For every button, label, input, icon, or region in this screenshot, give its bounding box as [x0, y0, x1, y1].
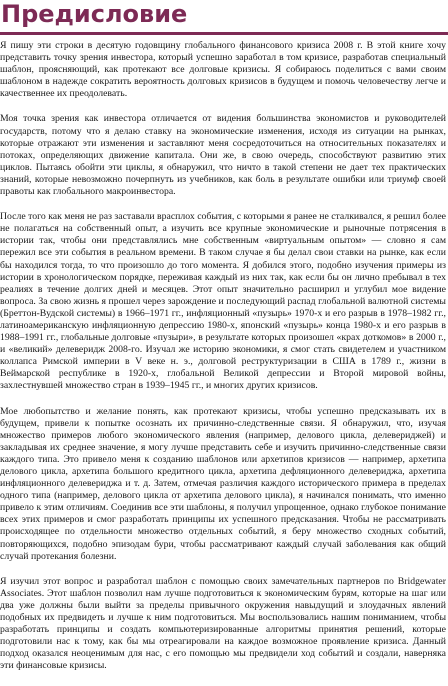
paragraph-5: Я изучил этот вопрос и разработал шаблон с помощью своих замечательных партнеров по Bridgewater Associates. Этот шаблон позволил нам лучше подготовиться к экономическим бурям, которые на шаг или два уже должны были выйти за пределы привычного окружения навыдущий и злоудачных явлений подобных их предвидеть и лучше к ним подготовиться. Мы воспользовались нашим пониманием, чтобы разработать принципы и создать компьютеризированные алгоритмы принятия решений, которые подготовили нас к тому, как бы мы отреагировали на каждое возможное проявление кризиса. Данный подход оказался неоценимым для нас, с его помощью мы предвидели ход событий и создали, наверняка эти финансовые кризисы. [0, 575, 446, 672]
paragraph-4: Мое любопытство и желание понять, как протекают кризисы, чтобы успешно предсказывать их в будущем, привели к попытке осознать их причинно-следственные связи. Я обнаружил, что, изучая множество примеров любого экономического явления (например, делового цикла, делевериджей) и закладывая их среднее значение, я могу лучше представить себе и изучить причинно-следственные связи каждого типа. Это привело меня к созданию шаблонов или архетипов кризисов — например, архетипа делового цикла, архетипа большого кредитного цикла, архетипа дефляционного делевериджа, архетипа инфляционного делевериджа и т. д. Затем, отмечая различия каждого исторического примера в пределах одного типа (например, делового цикла от архетипа делового цикла), я начинался понимать, что именно привело к этим отличиям. Соединив все эти шаблоны, я получил упрощенное, однако глубокое понимание всех этих примеров и смог разработать принципы их успешного предсказания. Чтобы не рассматривать происходящее по отдельности множество отдельных событий, я беру множество сходных событий, повторяющихся, подобно эпизодам бури, чтобы рассматривают каждый случай заболевания как общий случай протекания болезни. [0, 405, 446, 562]
paragraph-1: Я пишу эти строки в десятую годовщину глобального финансового кризиса 2008 г. В этой книге хочу представить точку зрения инвестора, который успешно заработал в том кризисе, разработав специальный шаблон, проясняющий, как протекают все долговые кризисы. Я собираюсь поделиться с вами своим шаблоном в надежде сократить вероятность долговых кризисов в будущем и помочь человечеству легче и качественнее их преодолевать. [0, 40, 446, 100]
body-text [0, 40, 446, 686]
paragraph-2: Моя точка зрения как инвестора отличается от видения большинства экономистов и руководителей государств, потому что я делаю ставку на экономические изменения, исходя из ситуации на рынках, которые отражают эти изменения и заставляют меня сосредоточиться на относительных показателях и потоках, определяющих движение капитала. Они же, в свою очередь, способствуют развитию этих циклов. Пытаясь обойти эти циклы, я обнаружил, что ничто в такой степени не дает тех практических знаний, которые невозможно почерпнуть из учебников, как боль в результате ошибки или триумф своей правоты как глобального макроинвестора. [0, 113, 446, 198]
page-title: Предисловие [1, 0, 188, 28]
title-rule [0, 32, 448, 35]
paragraph-3: После того как меня не раз заставали врасплох события, с которыми я ранее не сталкивался, я решил более не полагаться на собственный опыт, а изучить все крупные экономические и рыночные потрясения в истории так, чтобы они представлялись мне собственным «виртуальным опытом» — словно я сам пережил все эти события в реальном времени. В таком случае я бы делал свои ставки на рынке, как если бы находился тогда, то что произошло до того момента. Я добился этого, подобно изучения примеры из истории в хронологическом порядке, переживая каждый из них так, как если бы он лично пребывал в тех реалиях в течение долгих дней и месяцев. Этот опыт значительно расширил и углубил мое видение вопроса. За свою жизнь я прошел через зарождение и последующий распад глобальной валютной системы (Бреттон-Вудской системы) в 1966–1971 гг., инфляционный «пузырь» 1970-х и его разрыв в 1978–1982 гг., латиноамериканскую инфляционную депрессию 1980-х, японский «пузырь» конца 1980-х и его разрыв в 1988–1991 гг., глобальные долговые «пузыри», в результате которых произошел «крах доткомов» в 2000 г., и «великий» делеверидж 2008-го. Изучал же историю экономики, я смог стать свидетелем и участником коллапса Римской империи в V веке н. э., долговой реструктуризации в США в 1789 г., жизни в Веймарской республике в 1920-х, глобальной Великой депрессии и Второй мировой войны, захлестнувшей множество стран в 1939–1945 гг., и многих других кризисов. [0, 211, 446, 392]
